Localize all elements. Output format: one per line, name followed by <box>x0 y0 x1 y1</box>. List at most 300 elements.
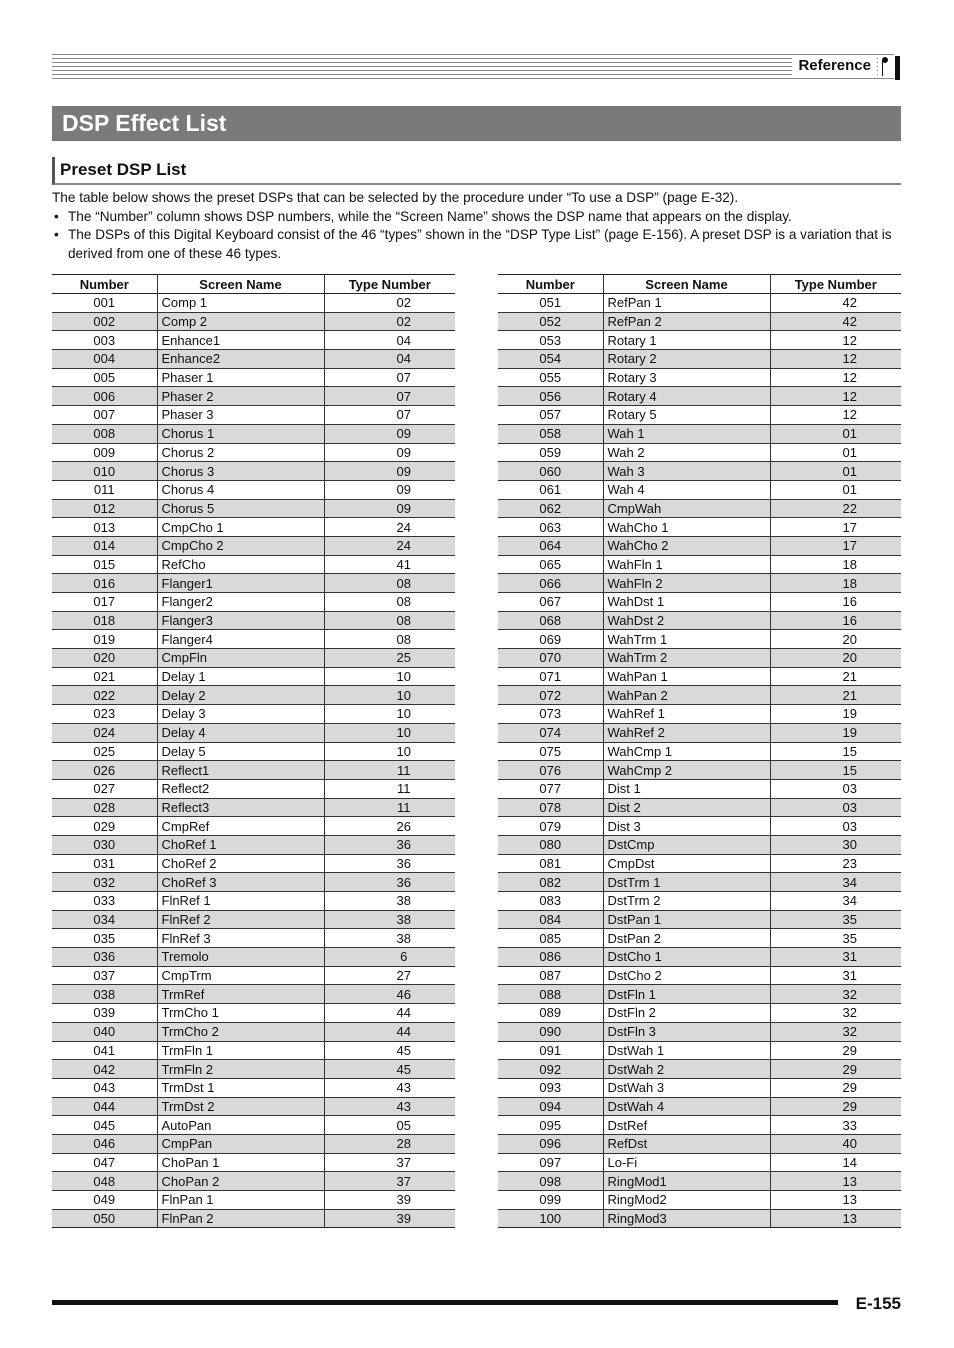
cell-screen-name: TrmCho 1 <box>157 1004 324 1023</box>
cell-screen-name: Chorus 1 <box>157 424 324 443</box>
table-row <box>52 686 455 705</box>
table-row <box>52 294 455 313</box>
cell-number: 084 <box>498 910 603 929</box>
table-row <box>498 518 901 537</box>
cell-screen-name: TrmRef <box>157 985 324 1004</box>
cell-number: 057 <box>498 406 603 425</box>
cell-screen-name: ChoPan 1 <box>157 1153 324 1172</box>
cell-type-number: 11 <box>324 779 455 798</box>
cell-number: 056 <box>498 387 603 406</box>
column-header-screen-name: Screen Name <box>603 275 770 294</box>
cell-type-number: 26 <box>324 817 455 836</box>
cell-number: 078 <box>498 798 603 817</box>
table-row <box>498 948 901 967</box>
cell-type-number: 44 <box>324 1022 455 1041</box>
cell-type-number: 34 <box>770 873 901 892</box>
column-header-number: Number <box>52 275 157 294</box>
cell-type-number: 03 <box>770 798 901 817</box>
cell-screen-name: WahTrm 2 <box>603 649 770 668</box>
cell-screen-name: WahDst 1 <box>603 593 770 612</box>
cell-screen-name: Chorus 5 <box>157 499 324 518</box>
cell-screen-name: Chorus 3 <box>157 462 324 481</box>
cell-screen-name: DstPan 1 <box>603 910 770 929</box>
cell-type-number: 17 <box>770 536 901 555</box>
cell-number: 074 <box>498 723 603 742</box>
table-row <box>498 667 901 686</box>
cell-number: 069 <box>498 630 603 649</box>
cell-type-number: 43 <box>324 1097 455 1116</box>
cell-number: 032 <box>52 873 157 892</box>
cell-number: 035 <box>52 929 157 948</box>
cell-screen-name: Chorus 4 <box>157 480 324 499</box>
cell-type-number: 01 <box>770 462 901 481</box>
cell-number: 014 <box>52 536 157 555</box>
cell-number: 006 <box>52 387 157 406</box>
cell-type-number: 10 <box>324 686 455 705</box>
table-row <box>498 1041 901 1060</box>
table-row <box>498 1116 901 1135</box>
cell-screen-name: WahPan 2 <box>603 686 770 705</box>
cell-number: 086 <box>498 948 603 967</box>
cell-number: 038 <box>52 985 157 1004</box>
cell-screen-name: Delay 2 <box>157 686 324 705</box>
cell-type-number: 05 <box>324 1116 455 1135</box>
table-row <box>52 873 455 892</box>
cell-type-number: 16 <box>770 593 901 612</box>
cell-screen-name: WahCmp 1 <box>603 742 770 761</box>
cell-type-number: 36 <box>324 835 455 854</box>
cell-number: 026 <box>52 761 157 780</box>
cell-type-number: 04 <box>324 350 455 369</box>
cell-number: 029 <box>52 817 157 836</box>
table-row <box>52 948 455 967</box>
cell-screen-name: FlnPan 2 <box>157 1209 324 1228</box>
cell-number: 081 <box>498 854 603 873</box>
table-row <box>498 817 901 836</box>
cell-screen-name: Rotary 1 <box>603 331 770 350</box>
cell-type-number: 12 <box>770 406 901 425</box>
table-row <box>498 424 901 443</box>
cell-number: 010 <box>52 462 157 481</box>
table-row <box>498 1209 901 1228</box>
cell-screen-name: CmpDst <box>603 854 770 873</box>
cell-type-number: 09 <box>324 499 455 518</box>
cell-screen-name: Reflect3 <box>157 798 324 817</box>
cell-type-number: 45 <box>324 1060 455 1079</box>
cell-type-number: 12 <box>770 387 901 406</box>
cell-type-number: 36 <box>324 873 455 892</box>
table-row <box>52 723 455 742</box>
table-row <box>52 1116 455 1135</box>
table-row <box>498 555 901 574</box>
table-row <box>498 630 901 649</box>
cell-number: 092 <box>498 1060 603 1079</box>
cell-screen-name: DstTrm 2 <box>603 892 770 911</box>
cell-screen-name: WahFln 1 <box>603 555 770 574</box>
cell-type-number: 37 <box>324 1172 455 1191</box>
table-row <box>52 1041 455 1060</box>
cell-type-number: 38 <box>324 929 455 948</box>
cell-screen-name: Delay 4 <box>157 723 324 742</box>
cell-type-number: 12 <box>770 368 901 387</box>
header-rule-lines <box>52 54 894 80</box>
table-row <box>52 649 455 668</box>
cell-number: 064 <box>498 536 603 555</box>
cell-screen-name: Delay 3 <box>157 705 324 724</box>
cell-type-number: 41 <box>324 555 455 574</box>
table-row <box>498 1078 901 1097</box>
cell-number: 052 <box>498 312 603 331</box>
table-row <box>52 593 455 612</box>
cell-screen-name: FlnPan 1 <box>157 1191 324 1210</box>
table-row <box>52 1004 455 1023</box>
table-row <box>52 499 455 518</box>
cell-screen-name: DstTrm 1 <box>603 873 770 892</box>
table-row <box>498 387 901 406</box>
cell-type-number: 24 <box>324 518 455 537</box>
cell-number: 082 <box>498 873 603 892</box>
cell-type-number: 11 <box>324 798 455 817</box>
cell-screen-name: RefDst <box>603 1134 770 1153</box>
cell-screen-name: Dist 3 <box>603 817 770 836</box>
cell-number: 095 <box>498 1116 603 1135</box>
cell-number: 100 <box>498 1209 603 1228</box>
cell-type-number: 39 <box>324 1191 455 1210</box>
cell-type-number: 04 <box>324 331 455 350</box>
cell-number: 053 <box>498 331 603 350</box>
cell-number: 060 <box>498 462 603 481</box>
cell-number: 094 <box>498 1097 603 1116</box>
cell-type-number: 37 <box>324 1153 455 1172</box>
cell-screen-name: AutoPan <box>157 1116 324 1135</box>
cell-type-number: 34 <box>770 892 901 911</box>
table-row <box>52 368 455 387</box>
cell-screen-name: Enhance1 <box>157 331 324 350</box>
cell-number: 021 <box>52 667 157 686</box>
cell-type-number: 13 <box>770 1172 901 1191</box>
cell-type-number: 29 <box>770 1060 901 1079</box>
cell-screen-name: Flanger2 <box>157 593 324 612</box>
cell-type-number: 18 <box>770 555 901 574</box>
cell-number: 073 <box>498 705 603 724</box>
cell-screen-name: WahPan 1 <box>603 667 770 686</box>
cell-screen-name: ChoRef 2 <box>157 854 324 873</box>
cell-number: 016 <box>52 574 157 593</box>
cell-type-number: 40 <box>770 1134 901 1153</box>
cell-screen-name: RefPan 2 <box>603 312 770 331</box>
cell-number: 022 <box>52 686 157 705</box>
table-row <box>52 985 455 1004</box>
cell-number: 011 <box>52 480 157 499</box>
table-row <box>52 817 455 836</box>
cell-screen-name: Wah 1 <box>603 424 770 443</box>
cell-number: 050 <box>52 1209 157 1228</box>
table-row <box>498 593 901 612</box>
bullet-icon: • <box>54 227 59 242</box>
cell-screen-name: TrmDst 1 <box>157 1078 324 1097</box>
cell-screen-name: Reflect2 <box>157 779 324 798</box>
cell-number: 059 <box>498 443 603 462</box>
cell-screen-name: CmpFln <box>157 649 324 668</box>
cell-number: 039 <box>52 1004 157 1023</box>
cell-screen-name: DstFln 2 <box>603 1004 770 1023</box>
table-row <box>52 1060 455 1079</box>
cell-type-number: 39 <box>324 1209 455 1228</box>
table-row <box>498 331 901 350</box>
cell-screen-name: DstCho 2 <box>603 966 770 985</box>
table-header-row <box>498 275 901 294</box>
cell-type-number: 45 <box>324 1041 455 1060</box>
cell-number: 098 <box>498 1172 603 1191</box>
cell-screen-name: RingMod1 <box>603 1172 770 1191</box>
cell-type-number: 15 <box>770 761 901 780</box>
cell-number: 009 <box>52 443 157 462</box>
cell-number: 033 <box>52 892 157 911</box>
table-row <box>498 350 901 369</box>
cell-type-number: 17 <box>770 518 901 537</box>
cell-screen-name: Enhance2 <box>157 350 324 369</box>
cell-screen-name: WahCho 2 <box>603 536 770 555</box>
page-title: DSP Effect List <box>52 106 901 141</box>
table-row <box>52 555 455 574</box>
cell-type-number: 12 <box>770 331 901 350</box>
table-row <box>52 574 455 593</box>
column-header-type-number: Type Number <box>324 275 455 294</box>
cell-screen-name: CmpTrm <box>157 966 324 985</box>
table-row <box>498 779 901 798</box>
table-row <box>52 1153 455 1172</box>
cell-screen-name: CmpRef <box>157 817 324 836</box>
cell-type-number: 24 <box>324 536 455 555</box>
cell-type-number: 27 <box>324 966 455 985</box>
cell-number: 049 <box>52 1191 157 1210</box>
cell-screen-name: WahRef 2 <box>603 723 770 742</box>
cell-type-number: 01 <box>770 443 901 462</box>
cell-number: 037 <box>52 966 157 985</box>
table-row <box>52 462 455 481</box>
cell-type-number: 10 <box>324 742 455 761</box>
cell-number: 015 <box>52 555 157 574</box>
cell-screen-name: Tremolo <box>157 948 324 967</box>
cell-type-number: 46 <box>324 985 455 1004</box>
table-row <box>52 1022 455 1041</box>
cell-type-number: 07 <box>324 387 455 406</box>
cell-type-number: 23 <box>770 854 901 873</box>
table-row <box>52 518 455 537</box>
table-header-row <box>52 275 455 294</box>
cell-number: 055 <box>498 368 603 387</box>
cell-number: 091 <box>498 1041 603 1060</box>
table-row <box>498 686 901 705</box>
cell-number: 071 <box>498 667 603 686</box>
cell-number: 066 <box>498 574 603 593</box>
cell-type-number: 01 <box>770 424 901 443</box>
cell-type-number: 21 <box>770 686 901 705</box>
cell-screen-name: Wah 4 <box>603 480 770 499</box>
footer-rule <box>52 1300 838 1305</box>
cell-type-number: 10 <box>324 723 455 742</box>
cell-type-number: 19 <box>770 723 901 742</box>
table-row <box>498 892 901 911</box>
cell-type-number: 02 <box>324 294 455 313</box>
cell-type-number: 36 <box>324 854 455 873</box>
cell-number: 036 <box>52 948 157 967</box>
table-row <box>498 312 901 331</box>
cell-screen-name: RingMod2 <box>603 1191 770 1210</box>
section-title: Preset DSP List <box>52 157 901 185</box>
table-row <box>498 611 901 630</box>
cell-screen-name: Lo-Fi <box>603 1153 770 1172</box>
dsp-table-left <box>52 274 455 1228</box>
cell-number: 065 <box>498 555 603 574</box>
cell-type-number: 03 <box>770 779 901 798</box>
table-row <box>52 761 455 780</box>
table-row <box>52 667 455 686</box>
dsp-table-right <box>498 274 901 1228</box>
cell-number: 044 <box>52 1097 157 1116</box>
intro-paragraph: The table below shows the preset DSPs that can be selected by the procedure under “To use a DSP” (page E-32). <box>52 190 739 205</box>
cell-number: 062 <box>498 499 603 518</box>
cell-type-number: 09 <box>324 462 455 481</box>
cell-number: 046 <box>52 1134 157 1153</box>
cell-screen-name: DstWah 2 <box>603 1060 770 1079</box>
table-row <box>52 1078 455 1097</box>
cell-number: 061 <box>498 480 603 499</box>
table-row <box>498 1153 901 1172</box>
cell-screen-name: CmpWah <box>603 499 770 518</box>
cell-number: 085 <box>498 929 603 948</box>
table-row <box>52 424 455 443</box>
intro-bullet: • The DSPs of this Digital Keyboard consist of the 46 “types” shown in the “DSP Type List” (page E-156). A preset DSP is a variation that is derived from one of these 46 types. <box>54 227 892 261</box>
cell-type-number: 08 <box>324 630 455 649</box>
cell-screen-name: FlnRef 2 <box>157 910 324 929</box>
cell-type-number: 32 <box>770 1022 901 1041</box>
cell-number: 027 <box>52 779 157 798</box>
cell-screen-name: Flanger3 <box>157 611 324 630</box>
table-row <box>498 929 901 948</box>
cell-screen-name: RingMod3 <box>603 1209 770 1228</box>
table-row <box>52 350 455 369</box>
cell-number: 007 <box>52 406 157 425</box>
cell-screen-name: Flanger4 <box>157 630 324 649</box>
table-row <box>498 723 901 742</box>
cell-screen-name: DstCho 1 <box>603 948 770 967</box>
cell-type-number: 20 <box>770 649 901 668</box>
cell-type-number: 01 <box>770 480 901 499</box>
table-row <box>498 1191 901 1210</box>
cell-type-number: 20 <box>770 630 901 649</box>
cell-type-number: 10 <box>324 667 455 686</box>
cell-screen-name: WahDst 2 <box>603 611 770 630</box>
cell-type-number: 09 <box>324 443 455 462</box>
cell-screen-name: DstCmp <box>603 835 770 854</box>
cell-number: 031 <box>52 854 157 873</box>
table-row <box>498 873 901 892</box>
cell-type-number: 08 <box>324 574 455 593</box>
cell-number: 045 <box>52 1116 157 1135</box>
table-row <box>52 1172 455 1191</box>
table-row <box>52 630 455 649</box>
cell-screen-name: DstWah 3 <box>603 1078 770 1097</box>
cell-number: 012 <box>52 499 157 518</box>
cell-number: 077 <box>498 779 603 798</box>
table-row <box>52 406 455 425</box>
cell-type-number: 13 <box>770 1191 901 1210</box>
table-row <box>498 705 901 724</box>
table-row <box>52 536 455 555</box>
cell-screen-name: Dist 2 <box>603 798 770 817</box>
cell-screen-name: TrmCho 2 <box>157 1022 324 1041</box>
cell-screen-name: DstWah 4 <box>603 1097 770 1116</box>
intro-bullet: • The “Number” column shows DSP numbers, while the “Screen Name” shows the DSP name that appears on the display. <box>52 208 901 227</box>
cell-type-number: 13 <box>770 1209 901 1228</box>
table-row <box>52 611 455 630</box>
cell-type-number: 12 <box>770 350 901 369</box>
table-row <box>498 966 901 985</box>
table-row <box>498 443 901 462</box>
cell-screen-name: DstPan 2 <box>603 929 770 948</box>
cell-number: 047 <box>52 1153 157 1172</box>
column-header-number: Number <box>498 275 603 294</box>
cell-screen-name: Rotary 2 <box>603 350 770 369</box>
cell-screen-name: CmpCho 2 <box>157 536 324 555</box>
cell-number: 097 <box>498 1153 603 1172</box>
table-row <box>52 854 455 873</box>
cell-type-number: 18 <box>770 574 901 593</box>
cell-number: 076 <box>498 761 603 780</box>
cell-number: 002 <box>52 312 157 331</box>
cell-screen-name: DstFln 3 <box>603 1022 770 1041</box>
cell-screen-name: CmpPan <box>157 1134 324 1153</box>
table-row <box>52 1097 455 1116</box>
cell-type-number: 35 <box>770 910 901 929</box>
cell-number: 020 <box>52 649 157 668</box>
cell-type-number: 43 <box>324 1078 455 1097</box>
cell-number: 090 <box>498 1022 603 1041</box>
table-row <box>498 574 901 593</box>
cell-screen-name: Rotary 3 <box>603 368 770 387</box>
cell-screen-name: Chorus 2 <box>157 443 324 462</box>
cell-screen-name: WahCmp 2 <box>603 761 770 780</box>
cell-screen-name: ChoRef 3 <box>157 873 324 892</box>
table-row <box>52 910 455 929</box>
cell-screen-name: Rotary 5 <box>603 406 770 425</box>
cell-number: 088 <box>498 985 603 1004</box>
cell-number: 063 <box>498 518 603 537</box>
cell-number: 058 <box>498 424 603 443</box>
cell-screen-name: Phaser 1 <box>157 368 324 387</box>
cell-type-number: 28 <box>324 1134 455 1153</box>
table-row <box>498 1134 901 1153</box>
cell-type-number: 31 <box>770 966 901 985</box>
cell-type-number: 29 <box>770 1041 901 1060</box>
cell-screen-name: Comp 1 <box>157 294 324 313</box>
table-row <box>498 462 901 481</box>
cell-type-number: 29 <box>770 1097 901 1116</box>
cell-number: 051 <box>498 294 603 313</box>
cell-type-number: 38 <box>324 910 455 929</box>
cell-type-number: 16 <box>770 611 901 630</box>
table-row <box>52 312 455 331</box>
cell-number: 040 <box>52 1022 157 1041</box>
cell-type-number: 09 <box>324 480 455 499</box>
header-section-label: Reference <box>792 57 877 75</box>
cell-screen-name: Rotary 4 <box>603 387 770 406</box>
cell-screen-name: Wah 2 <box>603 443 770 462</box>
cell-screen-name: DstFln 1 <box>603 985 770 1004</box>
cell-type-number: 22 <box>770 499 901 518</box>
table-row <box>498 835 901 854</box>
